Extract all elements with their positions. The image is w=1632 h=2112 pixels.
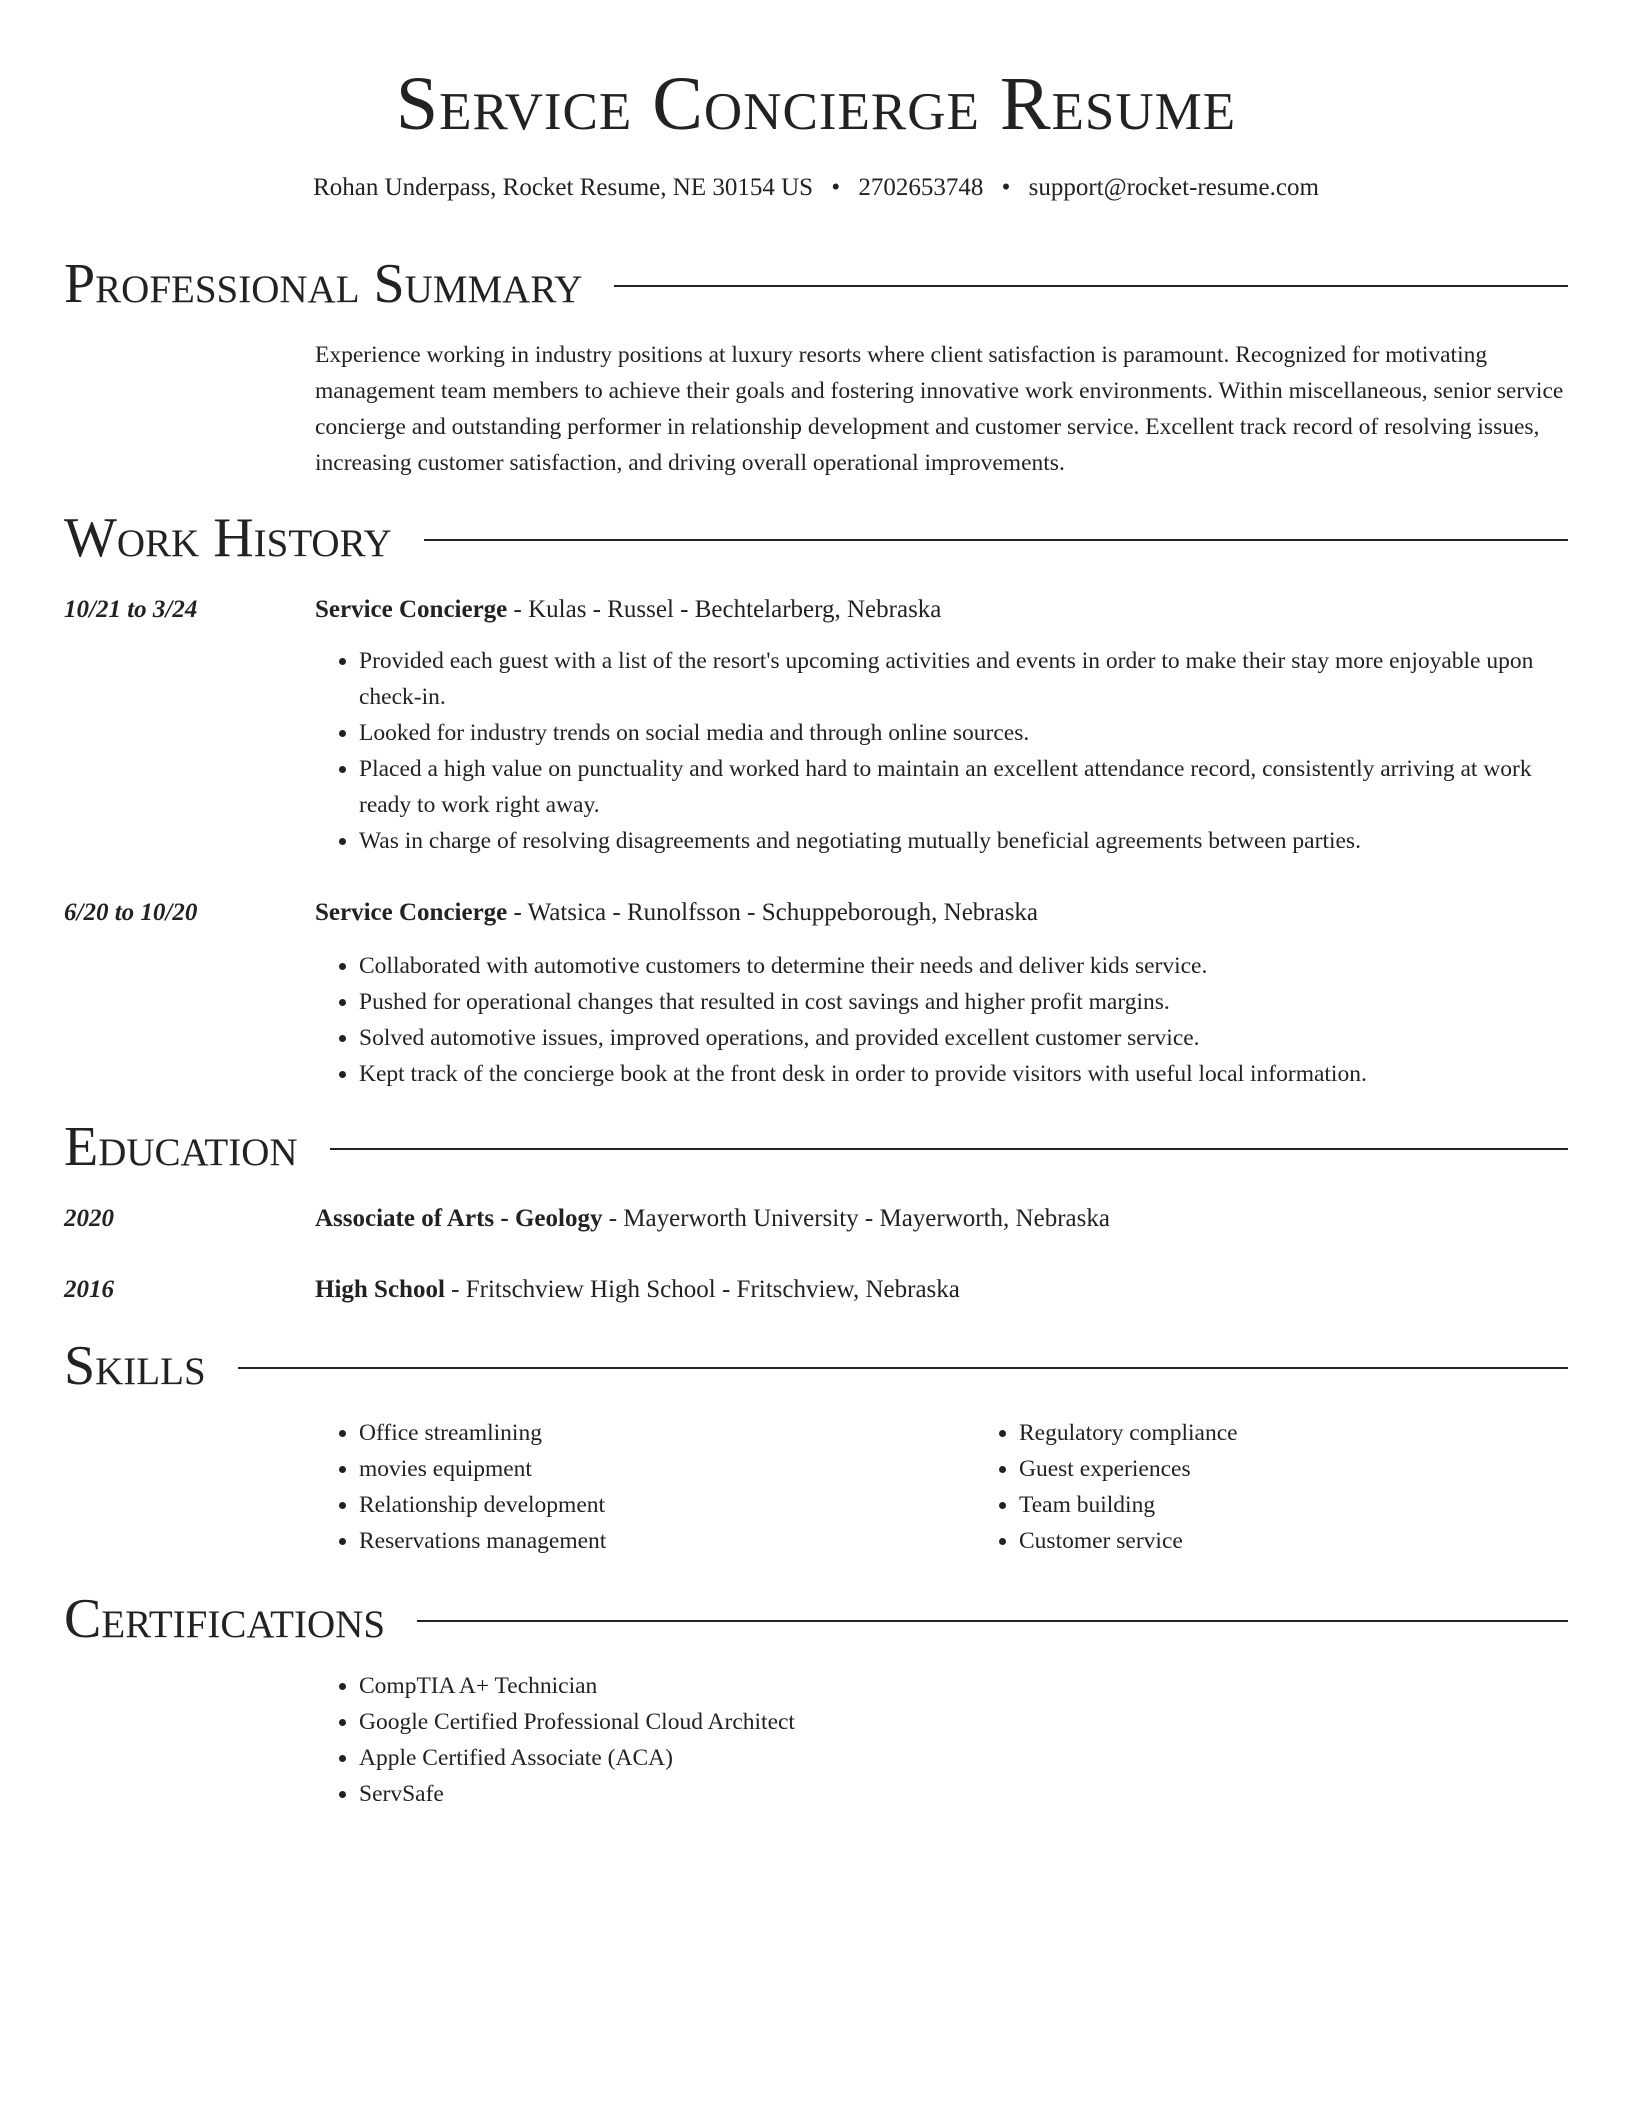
education-entry — [64, 1202, 1568, 1236]
section-header-summary — [64, 252, 1568, 316]
skills-list-left — [315, 1415, 975, 1559]
list-item: • CompTIA A+ Technician — [359, 1668, 1568, 1704]
section-title-work-history: Work History — [64, 507, 392, 569]
list-item: • Customer service — [1019, 1523, 1632, 1559]
section-divider — [330, 1148, 1568, 1150]
education-year: 2016 — [64, 1276, 114, 1303]
work-entry — [64, 896, 1568, 1092]
list-item: • Regulatory compliance — [1019, 1415, 1632, 1451]
section-divider — [424, 539, 1568, 541]
list-item: • ServSafe — [359, 1776, 1568, 1812]
education-details: - Mayerworth University - Mayerworth, Nebraska — [602, 1205, 1110, 1232]
list-item: • Provided each guest with a list of the resort's upcoming activities and events in order to make their stay more enjoyable upon check-in. — [359, 643, 1568, 715]
education-heading — [315, 1202, 1110, 1236]
list-item: • Was in charge of resolving disagreements and negotiating mutually beneficial agreements between parties. — [359, 823, 1568, 859]
work-bullets — [315, 643, 1568, 859]
section-header-skills — [64, 1334, 1568, 1398]
education-degree: Associate of Arts - Geology — [315, 1205, 603, 1232]
section-divider — [614, 285, 1568, 287]
resume-page — [64, 0, 1568, 1807]
list-item: • Apple Certified Associate (ACA) — [359, 1740, 1568, 1776]
skills-list-right — [975, 1415, 1632, 1559]
skills-block — [64, 1415, 1568, 1559]
certifications-list — [315, 1668, 1568, 1812]
section-title-skills: Skills — [64, 1335, 206, 1397]
job-details: - Watsica - Runolfsson - Schuppeborough, Nebraska — [507, 899, 1039, 926]
section-divider — [417, 1620, 1568, 1622]
section-title-summary: Professional Summary — [64, 253, 583, 315]
work-dates: 10/21 to 3/24 — [64, 596, 198, 623]
contact-phone: 2702653748 — [858, 174, 984, 201]
section-title-certifications: Certifications — [64, 1588, 386, 1650]
work-heading — [315, 896, 1038, 930]
job-details: - Kulas - Russel - Bechtelarberg, Nebraska — [507, 596, 942, 623]
list-item: • Team building — [1019, 1487, 1632, 1523]
work-heading — [315, 593, 941, 627]
section-header-certifications — [64, 1587, 1568, 1651]
summary-text: Experience working in industry positions at luxury resorts where client satisfaction is paramount. Recognized for motivating management team members to achieve their goals and fostering innovative work environments. Within miscellaneous, senior service concierge and outstanding performer in relationship development and customer service. Excellent track record of resolving issues, increasing customer satisfaction, and driving overall operational improvements. — [315, 342, 1564, 476]
contact-separator: • — [1001, 174, 1011, 201]
list-item: • Collaborated with automotive customers to determine their needs and deliver kids service. — [359, 948, 1568, 984]
list-item: • Placed a high value on punctuality and worked hard to maintain an excellent attendance record, consistently arriving at work ready to work right away. — [359, 751, 1568, 823]
list-item: • Reservations management — [359, 1523, 975, 1559]
section-header-education — [64, 1115, 1568, 1179]
list-item: • movies equipment — [359, 1451, 975, 1487]
summary-block — [64, 337, 1568, 481]
list-item: • Guest experiences — [1019, 1451, 1632, 1487]
certifications-block — [64, 1668, 1568, 1812]
education-entry — [64, 1273, 1568, 1307]
list-item: • Looked for industry trends on social media and through online sources. — [359, 715, 1568, 751]
contact-separator: • — [831, 174, 841, 201]
list-item: • Office streamlining — [359, 1415, 975, 1451]
education-heading — [315, 1273, 960, 1307]
contact-email: support@rocket-resume.com — [1028, 174, 1319, 201]
page-title: Service Concierge Resume — [395, 62, 1237, 146]
list-item: • Solved automotive issues, improved operations, and provided excellent customer service. — [359, 1020, 1568, 1056]
job-title: Service Concierge — [315, 596, 508, 623]
education-degree: High School — [315, 1276, 445, 1303]
list-item: • Pushed for operational changes that resulted in cost savings and higher profit margins. — [359, 984, 1568, 1020]
list-item: • Kept track of the concierge book at the front desk in order to provide visitors with useful local information. — [359, 1056, 1568, 1092]
education-year: 2020 — [64, 1205, 114, 1232]
contact-address: Rohan Underpass, Rocket Resume, NE 30154 US — [313, 174, 814, 201]
section-divider — [238, 1367, 1568, 1369]
section-title-education: Education — [64, 1116, 298, 1178]
contact-line — [64, 171, 1568, 205]
list-item: • Relationship development — [359, 1487, 975, 1523]
work-dates: 6/20 to 10/20 — [64, 899, 198, 926]
work-entry — [64, 593, 1568, 859]
education-details: - Fritschview High School - Fritschview, Nebraska — [444, 1276, 960, 1303]
section-header-work-history — [64, 506, 1568, 570]
list-item: • Google Certified Professional Cloud Architect — [359, 1704, 1568, 1740]
work-bullets — [315, 948, 1568, 1092]
job-title: Service Concierge — [315, 899, 508, 926]
